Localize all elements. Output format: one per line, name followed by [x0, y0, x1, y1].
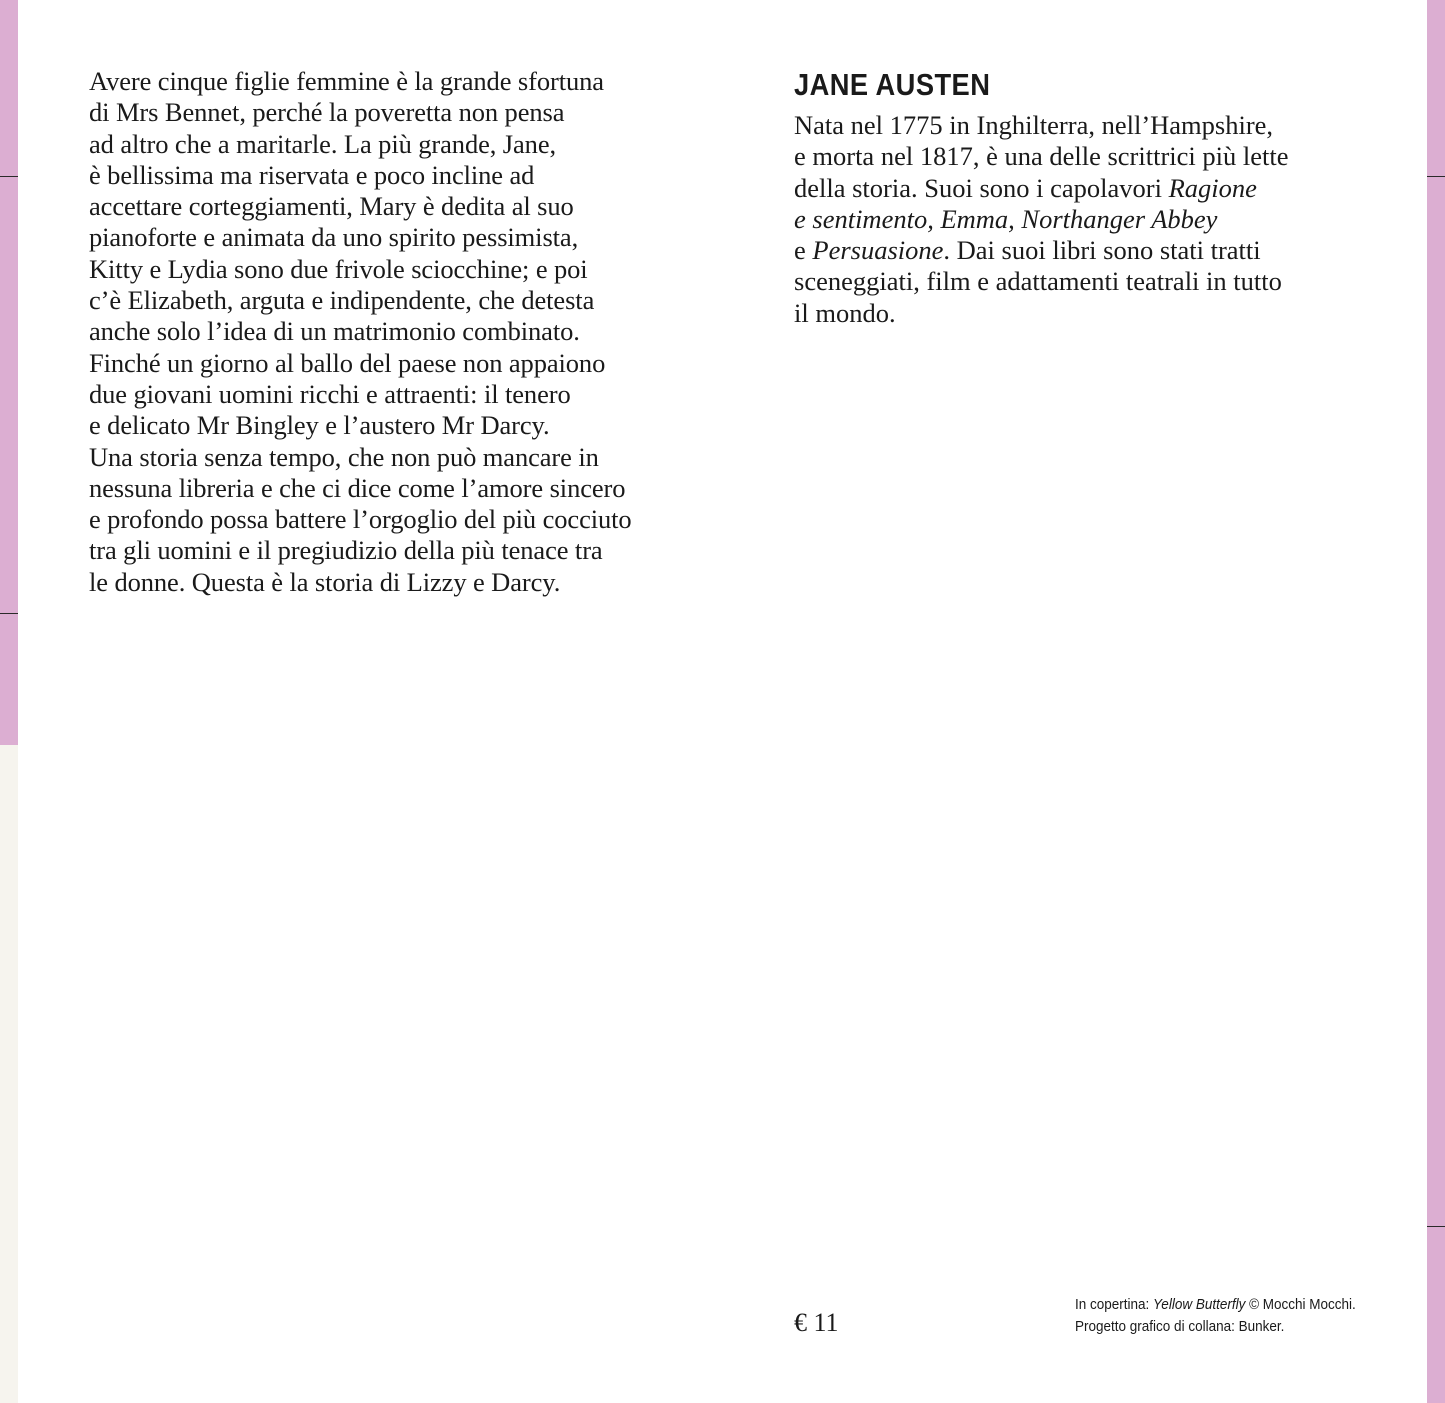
blurb-line: ad altro che a maritarle. La più grande, Jane, — [89, 128, 557, 159]
blurb-line: c’è Elizabeth, arguta e indipendente, che detesta — [89, 285, 595, 316]
crop-mark-right-bottom — [1427, 1226, 1445, 1227]
bio-line: Nata nel 1775 in Inghilterra, nell’Hampshire, — [794, 110, 1274, 140]
bio-line — [794, 173, 1354, 204]
left-cream-strip — [0, 745, 18, 1403]
blurb-line: Avere cinque figlie femmine è la grande sfortuna — [89, 66, 604, 96]
right-pink-strip — [1427, 0, 1445, 1403]
credits-line — [1075, 1294, 1356, 1316]
bio-text: della storia. Suoi sono i capolavori — [794, 172, 1169, 203]
blurb-line: Kitty e Lydia sono due frivole sciocchine; e poi — [89, 253, 588, 284]
crop-mark-left-bottom — [0, 613, 18, 614]
author-name-heading: JANE AUSTEN — [794, 67, 991, 102]
blurb-line: Una storia senza tempo, che non può mancare in — [89, 441, 599, 472]
blurb-line: nessuna libreria e che ci dice come l’amore sincero — [89, 472, 626, 503]
blurb-line: e delicato Mr Bingley e l’austero Mr Darcy. — [89, 410, 550, 441]
book-blurb — [89, 66, 659, 598]
crop-mark-right-top — [1427, 176, 1445, 177]
price-label: € 11 — [794, 1308, 839, 1337]
bio-text: e — [794, 235, 813, 266]
blurb-line: due giovani uomini ricchi e attraenti: il tenero — [89, 378, 571, 409]
bio-line: e morta nel 1817, è una delle scrittrici più lette — [794, 141, 1289, 172]
left-pink-strip — [0, 0, 18, 745]
book-title: Persuasione — [812, 235, 944, 266]
blurb-line: le donne. Questa è la storia di Lizzy e Darcy. — [89, 566, 561, 597]
bio-text: . Dai suoi libri sono stati tratti — [943, 235, 1261, 266]
bio-line: sceneggiati, film e adattamenti teatrali in tutto — [794, 266, 1282, 297]
author-bio — [794, 110, 1354, 329]
blurb-line: Finché un giorno al ballo del paese non appaiono — [89, 347, 606, 378]
blurb-line: è bellissima ma riservata e poco incline ad — [89, 159, 535, 190]
book-titles: e sentimento, Emma, Northanger Abbey — [794, 203, 1218, 234]
blurb-line: anche solo l’idea di un matrimonio combinato. — [89, 316, 580, 347]
artwork-title: Yellow Butterfly — [1153, 1296, 1246, 1313]
bio-line — [794, 235, 1354, 266]
credits-prefix: In copertina: — [1075, 1296, 1154, 1313]
credits-suffix: © Mocchi Mocchi. — [1245, 1296, 1356, 1313]
crop-mark-left-top — [0, 176, 18, 177]
blurb-line: di Mrs Bennet, perché la poveretta non pensa — [89, 97, 565, 128]
credits-line: Progetto grafico di collana: Bunker. — [1075, 1318, 1285, 1335]
bio-line: il mondo. — [794, 297, 896, 328]
blurb-line: e profondo possa battere l’orgoglio del più cocciuto — [89, 504, 632, 535]
author-section — [794, 66, 1354, 329]
cover-credits — [1075, 1294, 1387, 1338]
blurb-line: pianoforte e animata da uno spirito pessimista, — [89, 222, 579, 253]
bio-line — [794, 204, 1354, 235]
book-title: Ragione — [1168, 172, 1257, 203]
blurb-line: accettare corteggiamenti, Mary è dedita al suo — [89, 191, 574, 222]
blurb-line: tra gli uomini e il pregiudizio della più tenace tra — [89, 535, 603, 566]
